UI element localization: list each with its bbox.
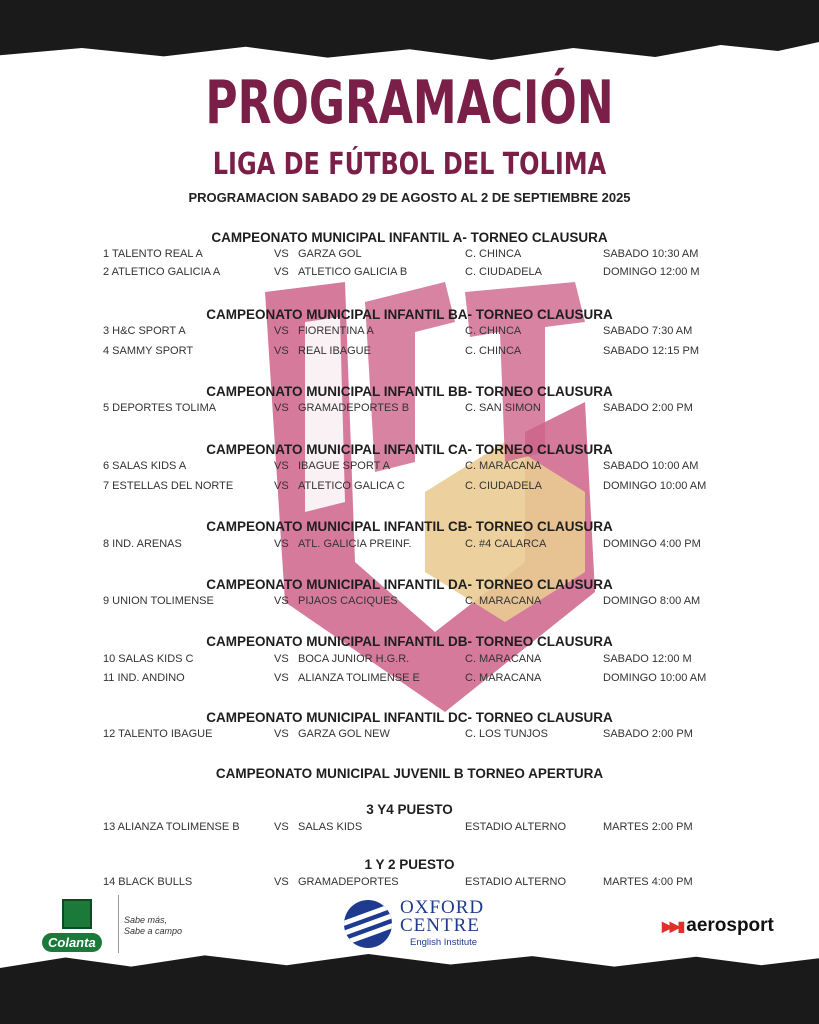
away-team: SALAS KIDS [298,821,363,833]
home-team: 8 IND. ARENAS [103,538,182,550]
home-team: 12 TALENTO IBAGUE [103,728,213,740]
placement-title: 1 Y 2 PUESTO [364,857,455,872]
home-team: 1 TALENTO REAL A [103,248,203,260]
fast-forward-icon: ▶▶▮ [662,918,683,934]
match-row [0,672,819,688]
match-row [0,325,819,341]
home-team: 14 BLACK BULLS [103,876,193,888]
match-time: SABADO 2:00 PM [603,402,693,414]
match-row [0,480,819,496]
match-row [0,876,819,892]
oxford-subtitle: English Institute [410,937,478,948]
away-team: GRAMADEPORTES [298,876,399,888]
match-row [0,266,819,282]
home-team: 7 ESTELLAS DEL NORTE [103,480,234,492]
vs-label: VS [274,653,289,665]
away-team: ATLETICO GALICA C [298,480,405,492]
venue: C. CIUDADELA [465,266,543,278]
away-team: FIORENTINA A [298,325,374,337]
slogan-line-1: Sabe más, [124,915,168,925]
away-team: GARZA GOL [298,248,362,260]
oxford-globe-icon [344,900,392,948]
venue: C. MARACANA [465,672,542,684]
vs-label: VS [274,538,289,550]
section-title: CAMPEONATO MUNICIPAL INFANTIL BB- TORNEO CLAUSURA [206,384,613,399]
venue: C. CHINCA [465,345,522,357]
match-time: SABADO 2:00 PM [603,728,693,740]
divider [118,895,119,953]
vs-label: VS [274,266,289,278]
vs-label: VS [274,480,289,492]
venue: ESTADIO ALTERNO [465,821,567,833]
section-title: CAMPEONATO MUNICIPAL INFANTIL BA- TORNEO CLAUSURA [206,307,613,322]
match-row [0,460,819,476]
venue: C. CHINCA [465,248,522,260]
match-time: SABADO 12:15 PM [603,345,699,357]
placement-title: 3 Y4 PUESTO [366,802,453,817]
match-time: SABADO 7:30 AM [603,325,693,337]
match-time: SABADO 10:30 AM [603,248,699,260]
oxford-line-2: CENTRE [400,915,480,936]
home-team: 5 DEPORTES TOLIMA [103,402,217,414]
away-team: PIJAOS CACIQUES [298,595,398,607]
away-team: ATL. GALICIA PREINF. [298,538,412,550]
slogan-line-2: Sabe a campo [124,926,183,936]
oxford-centre-logo [400,899,484,935]
home-team: 9 UNION TOLIMENSE [103,595,214,607]
venue: C. SAN SIMON [465,402,541,414]
page-title: PROGRAMACIÓN [205,69,614,138]
match-row [0,821,819,837]
section-title: CAMPEONATO MUNICIPAL INFANTIL A- TORNEO CLAUSURA [211,230,608,245]
away-team: BOCA JUNIOR H.G.R. [298,653,410,665]
home-team: 2 ATLETICO GALICIA A [103,266,221,278]
section-title: CAMPEONATO MUNICIPAL INFANTIL DC- TORNEO CLAUSURA [206,710,613,725]
home-team: 10 SALAS KIDS C [103,653,194,665]
aerosport-wordmark: aerosport [686,915,774,936]
vs-label: VS [274,821,289,833]
colanta-logo [42,899,112,952]
page-subtitle: LIGA DE FÚTBOL DEL TOLIMA [212,146,607,182]
vs-label: VS [274,248,289,260]
home-team: 11 IND. ANDINO [103,672,185,684]
home-team: 13 ALIANZA TOLIMENSE B [103,821,240,833]
home-team: 3 H&C SPORT A [103,325,186,337]
away-team: ATLETICO GALICIA B [298,266,408,278]
match-time: DOMINGO 4:00 PM [603,538,701,550]
away-team: ALIANZA TOLIMENSE E [298,672,420,684]
match-row [0,538,819,554]
section-title: CAMPEONATO MUNICIPAL INFANTIL CA- TORNEO CLAUSURA [206,442,613,457]
match-time: DOMINGO 10:00 AM [603,672,707,684]
match-row [0,595,819,611]
vs-label: VS [274,325,289,337]
match-row [0,402,819,418]
away-team: REAL IBAGUE [298,345,371,357]
section-title: CAMPEONATO MUNICIPAL INFANTIL CB- TORNEO CLAUSURA [206,519,613,534]
venue: ESTADIO ALTERNO [465,876,567,888]
match-time: DOMINGO 8:00 AM [603,595,701,607]
venue: C. #4 CALARCA [465,538,547,550]
match-time: DOMINGO 12:00 M [603,266,700,278]
away-team: GARZA GOL NEW [298,728,390,740]
home-team: 6 SALAS KIDS A [103,460,187,472]
section-title: CAMPEONATO MUNICIPAL INFANTIL DB- TORNEO CLAUSURA [206,634,613,649]
vs-label: VS [274,460,289,472]
venue: C. LOS TUNJOS [465,728,548,740]
cow-icon [62,899,92,929]
vs-label: VS [274,728,289,740]
away-team: GRAMADEPORTES B [298,402,410,414]
venue: C. CIUDADELA [465,480,543,492]
vs-label: VS [274,876,289,888]
match-row [0,345,819,361]
away-team: IBAGUE SPORT A [298,460,390,472]
vs-label: VS [274,402,289,414]
vs-label: VS [274,595,289,607]
match-row [0,653,819,669]
match-row [0,248,819,264]
match-time: MARTES 4:00 PM [603,876,693,888]
venue: C. CHINCA [465,325,522,337]
oxford-line-1: OXFORD [400,897,485,918]
home-team: 4 SAMMY SPORT [103,345,194,357]
venue: C. MARACANA [465,653,542,665]
vs-label: VS [274,345,289,357]
match-row [0,728,819,744]
section-title: CAMPEONATO MUNICIPAL INFANTIL DA- TORNEO CLAUSURA [206,577,613,592]
aerosport-logo [662,915,774,937]
vs-label: VS [274,672,289,684]
colanta-slogan [124,915,182,937]
venue: C. MARACANA [465,595,542,607]
sponsors-bar [0,895,819,965]
venue: C. MARACANA [465,460,542,472]
section-title: CAMPEONATO MUNICIPAL JUVENIL B TORNEO APERTURA [215,766,604,781]
torn-edge-top [0,0,819,60]
colanta-wordmark: Colanta [42,933,102,952]
schedule-date-range: PROGRAMACION SABADO 29 DE AGOSTO AL 2 DE SEPTIEMBRE 2025 [188,190,631,205]
match-time: SABADO 10:00 AM [603,460,699,472]
match-time: SABADO 12:00 M [603,653,692,665]
match-time: DOMINGO 10:00 AM [603,480,707,492]
match-time: MARTES 2:00 PM [603,821,693,833]
